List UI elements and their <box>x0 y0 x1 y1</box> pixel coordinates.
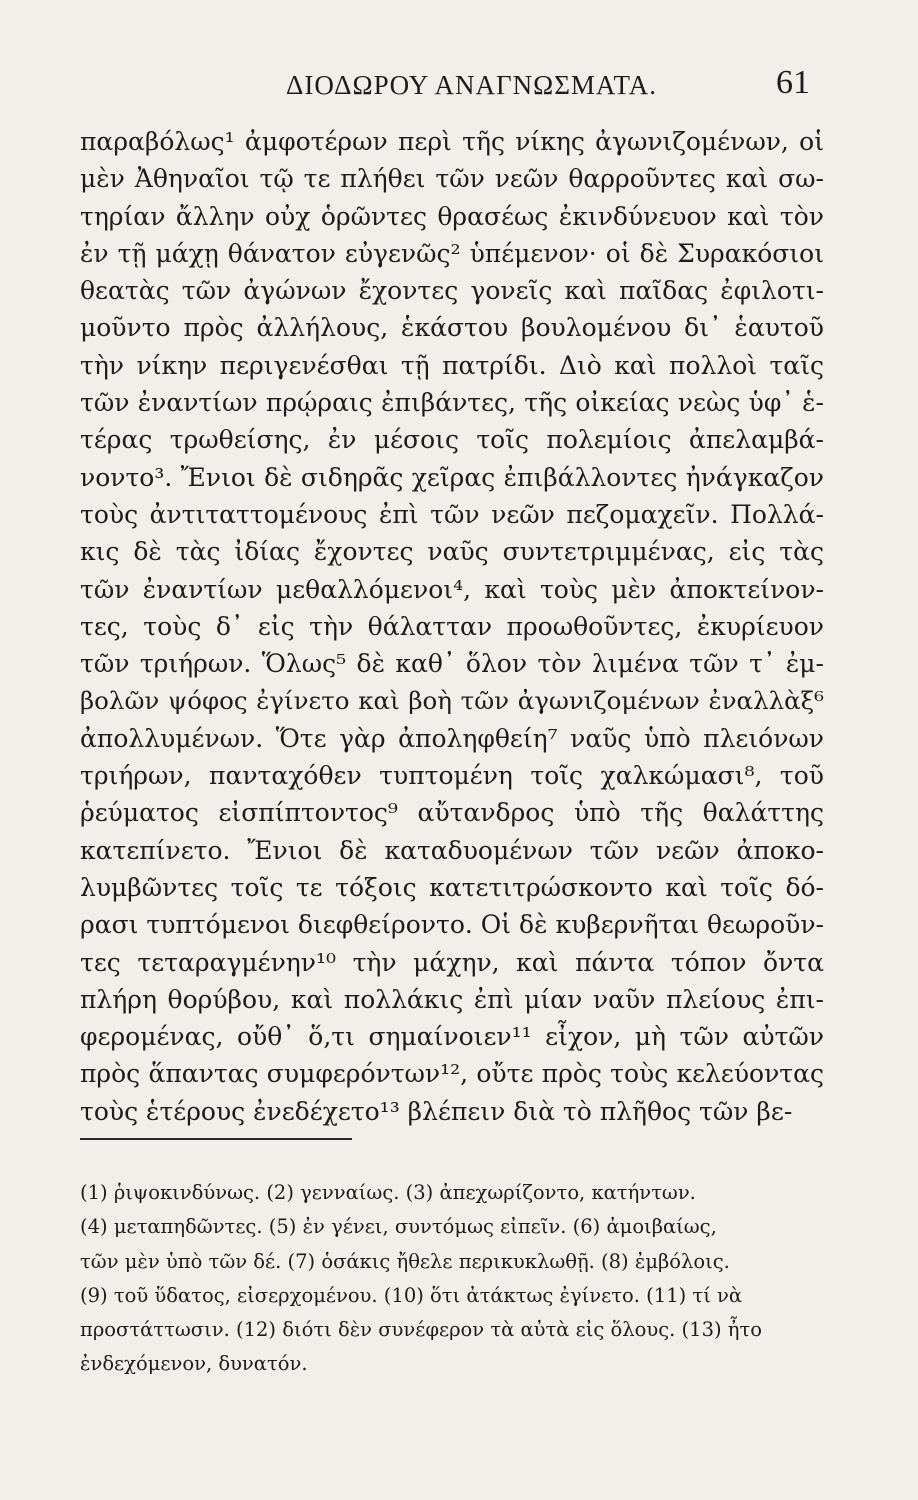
text-line: πρὸς ἅπαντας συμφερόντων¹², οὔτε πρὸς τοὺς κελεύοντας <box>80 1059 824 1089</box>
text-line: τοὺς ἀντιταττομένους ἐπὶ τῶν νεῶν πεζομαχεῖν. Πολλά- <box>80 499 824 529</box>
text-line: ἀπολλυμένων. Ὅτε γὰρ ἀποληφθείη⁷ ναῦς ὑπὸ πλειόνων <box>80 723 824 753</box>
text-line: τοὺς ἑτέρους ἐνεδέχετο¹³ βλέπειν διὰ τὸ πλῆθος τῶν βε- <box>80 1096 793 1126</box>
text-line: βολῶν ψόφος ἐγίνετο καὶ βοὴ τῶν ἀγωνιζομένων ἐναλλὰξ⁶ <box>80 686 824 716</box>
text-line: τὴν νίκην περιγενέσθαι τῇ πατρίδι. Διὸ καὶ πολλοὶ ταῖς <box>80 350 824 380</box>
body-text <box>80 123 824 1130</box>
footnote-line: (4) μεταπηδῶντες. (5) ἐν γένει, συντόμως εἰπεῖν. (6) ἀμοιβαίως, <box>80 1215 717 1239</box>
text-line: τες τεταραγμένην¹⁰ τὴν μάχην, καὶ πάντα τόπον ὄντα <box>80 947 824 977</box>
text-line: τῶν τριήρων. Ὅλως⁵ δὲ καθ᾽ ὅλον τὸν λιμένα τῶν τ᾽ ἐμ- <box>80 649 824 679</box>
footnote-line: τῶν μὲν ὑπὸ τῶν δέ. (7) ὁσάκις ἤθελε περικυκλωθῇ. (8) ἐμβόλοις. <box>80 1249 730 1273</box>
running-title: ΔΙΟΔΩΡΟΥ ΑΝΑΓΝΩΣΜΑΤΑ. <box>286 70 658 100</box>
text-line: τῶν ἐναντίων πρῴραις ἐπιβάντες, τῆς οἰκείας νεὼς ὑφ᾽ ἑ- <box>80 388 824 418</box>
text-line: τηρίαν ἄλλην οὐχ ὁρῶντες θρασέως ἐκινδύνευον καὶ τὸν <box>80 201 824 231</box>
text-line: τριήρων, πανταχόθεν τυπτομένη τοῖς χαλκώμασι⁸, τοῦ <box>80 761 824 791</box>
text-line: ῥεύματος εἰσπίπτοντος⁹ αὔτανδρος ὑπὸ τῆς θαλάττης <box>80 798 824 828</box>
running-head <box>0 64 918 110</box>
text-line: θεατὰς τῶν ἀγώνων ἔχοντες γονεῖς καὶ παῖδας ἐφιλοτι- <box>80 276 824 306</box>
page-number: 61 <box>776 64 810 101</box>
text-line: νοντο³. Ἔνιοι δὲ σιδηρᾶς χεῖρας ἐπιβάλλοντες ἠνάγκαζον <box>80 462 824 492</box>
text-line: κις δὲ τὰς ἰδίας ἔχοντες ναῦς συντετριμμένας, εἰς τὰς <box>80 537 824 567</box>
text-line: μοῦντο πρὸς ἀλλήλους, ἑκάστου βουλομένου δι᾽ ἑαυτοῦ <box>80 313 824 343</box>
text-line: φερομένας, οὔθ᾽ ὅ,τι σημαίνοιεν¹¹ εἶχον, μὴ τῶν αὐτῶν <box>80 1022 824 1052</box>
text-line: κατεπίνετο. Ἔνιοι δὲ καταδυομένων τῶν νεῶν ἀποκο- <box>80 835 824 865</box>
text-line: ἐν τῇ μάχῃ θάνατον εὐγενῶς² ὑπέμενον· οἱ δὲ Συρακόσιοι <box>80 238 824 268</box>
text-line: παραβόλως¹ ἀμφοτέρων περὶ τῆς νίκης ἀγωνιζομένων, οἱ <box>80 127 824 156</box>
text-line: τέρας τρωθείσης, ἐν μέσοις τοῖς πολεμίοις ἀπελαμβά- <box>80 425 824 455</box>
footnote-divider <box>80 1138 352 1140</box>
footnote-line: ἐνδεχόμενον, δυνατόν. <box>80 1352 308 1376</box>
text-line: τῶν ἐναντίων μεθαλλόμενοι⁴, καὶ τοὺς μὲν ἀποκτείνον- <box>80 574 824 604</box>
footnote-line: (1) ῥιψοκινδύνως. (2) γενναίως. (3) ἀπεχωρίζοντο, κατήντων. <box>80 1181 696 1204</box>
text-line: ρασι τυπτόμενοι διεφθείροντο. Οἱ δὲ κυβερνῆται θεωροῦν- <box>80 910 824 940</box>
text-line: τες, τοὺς δ᾽ εἰς τὴν θάλατταν προωθοῦντες, ἐκυρίευον <box>80 611 824 641</box>
footnote-line: προστάττωσιν. (12) διότι δὲν συνέφερον τὰ αὐτὰ εἰς ὅλους. (13) ἦτο <box>80 1318 762 1342</box>
text-line: μὲν Ἀθηναῖοι τῷ τε πλήθει τῶν νεῶν θαρροῦντες καὶ σω- <box>80 164 824 194</box>
footnotes <box>80 1176 824 1382</box>
text-line: λυμβῶντες τοῖς τε τόξοις κατετιτρώσκοντο καὶ τοῖς δό- <box>80 872 824 902</box>
footnote-line: (9) τοῦ ὕδατος, εἰσερχομένου. (10) ὅτι ἀτάκτως ἐγίνετο. (11) τί νὰ <box>80 1283 743 1307</box>
text-line: πλήρη θορύβου, καὶ πολλάκις ἐπὶ μίαν ναῦν πλείους ἐπι- <box>80 984 824 1014</box>
